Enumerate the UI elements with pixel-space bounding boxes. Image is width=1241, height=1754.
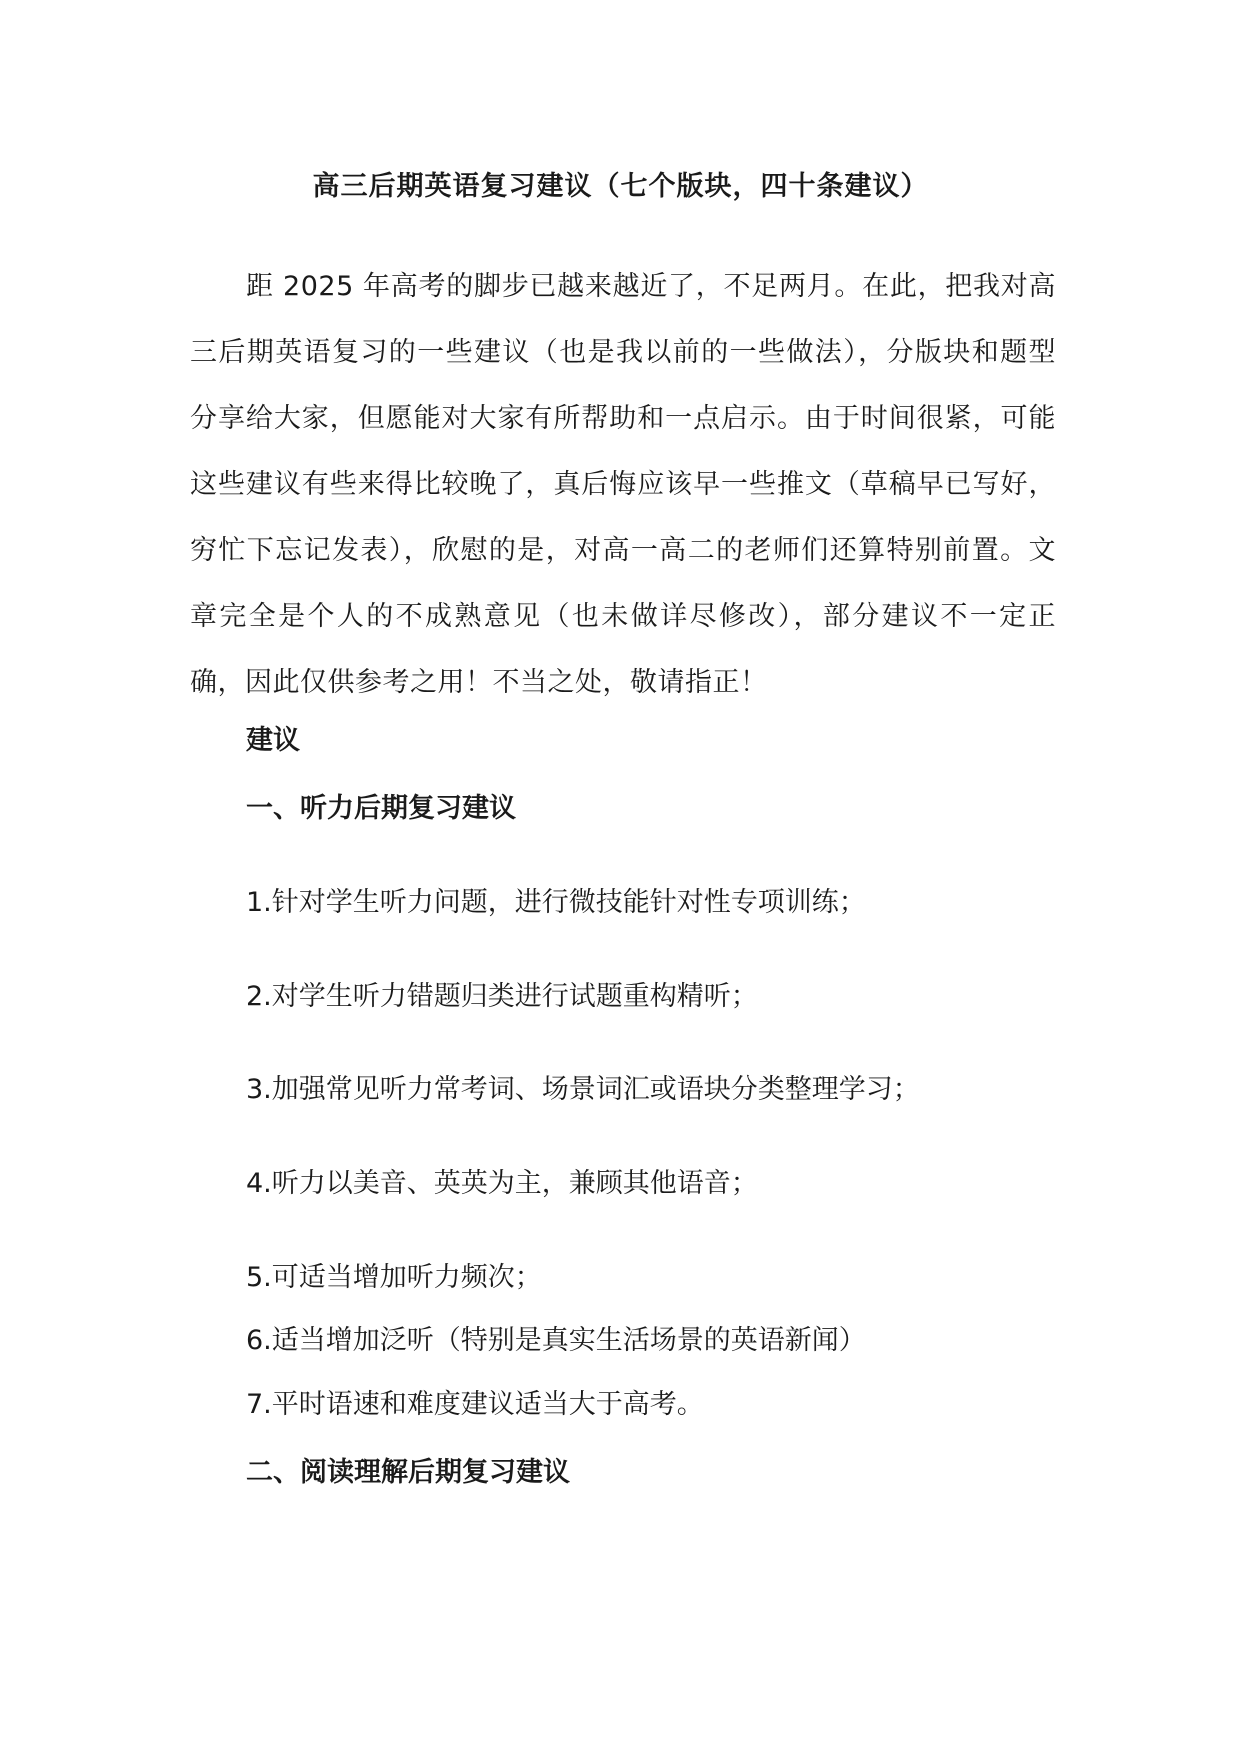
list-item: 4.听力以美音、英英为主，兼顾其他语音； (246, 1168, 758, 1199)
list-item: 6.适当增加泛听（特别是真实生活场景的英语新闻） (246, 1325, 866, 1356)
list-item: 7.平时语速和难度建议适当大于高考。 (246, 1389, 704, 1420)
section1-heading: 一、听力后期复习建议 (246, 793, 516, 824)
list-item: 2.对学生听力错题归类进行试题重构精听； (246, 981, 758, 1012)
list-item: 1.针对学生听力问题，进行微技能针对性专项训练； (246, 887, 866, 918)
intro-paragraph: 距 2025 年高考的脚步已越来越近了，不足两月。在此，把我对高三后期英语复习的一些建议（也是我以前的一些做法），分版块和题型分享给大家，但愿能对大家有所帮助和一点启示。由于时间很紧，可能这些建议有些来得比较晚了，真后悔应该早一些推文（草稿早已写好，穷忙下忘记发表），欣慰的是，对高一高二的老师们还算特别前置。文章完全是个人的不成熟意见（也未做详尽修改），部分建议不一定正确，因此仅供参考之用！不当之处，敬请指正！ (190, 271, 1056, 698)
section2-heading: 二、阅读理解后期复习建议 (246, 1457, 570, 1488)
document-title: 高三后期英语复习建议（七个版块，四十条建议） (312, 171, 929, 202)
list-item: 5.可适当增加听力频次； (246, 1262, 542, 1293)
list-item: 3.加强常见听力常考词、场景词汇或语块分类整理学习； (246, 1074, 920, 1105)
heading-suggestions: 建议 (246, 725, 300, 756)
